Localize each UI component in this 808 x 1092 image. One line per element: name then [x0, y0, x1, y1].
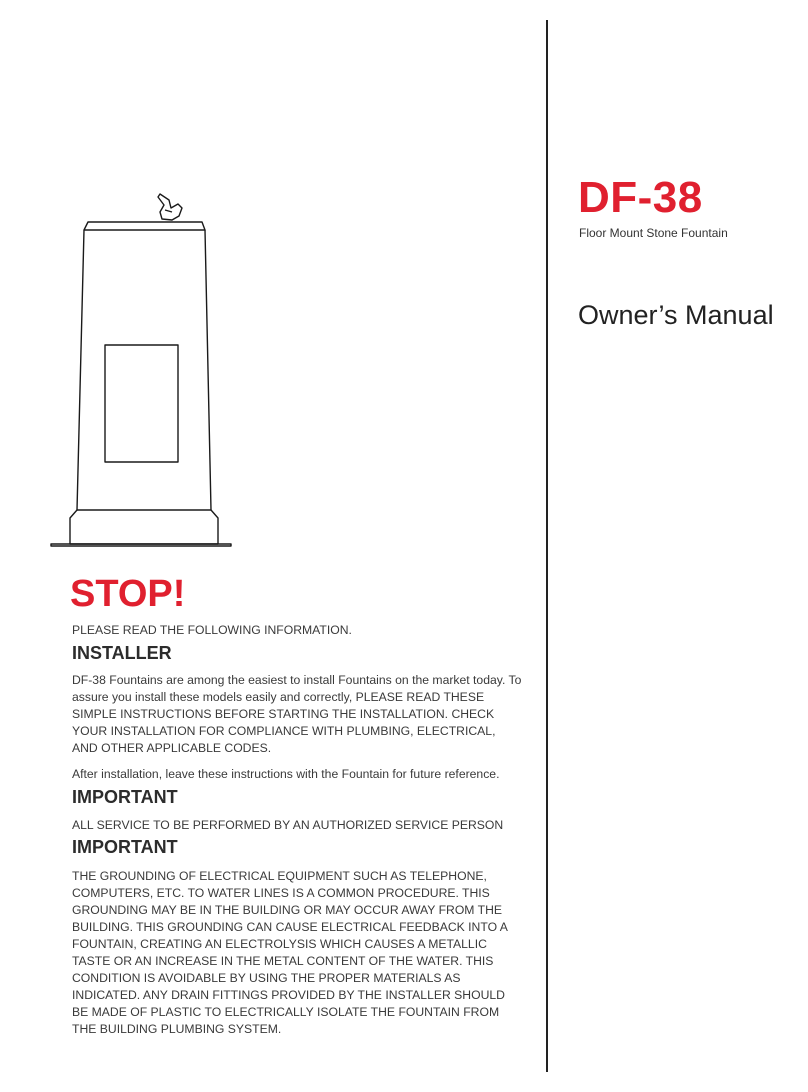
- drinking-fountain-icon: [48, 188, 238, 552]
- installer-heading: INSTALLER: [72, 643, 172, 663]
- after-installation-paragraph: After installation, leave these instructions with the Fountain for future reference.: [72, 767, 500, 781]
- grounding-paragraph: THE GROUNDING OF ELECTRICAL EQUIPMENT SUCH AS TELEPHONE, COMPUTERS, ETC. TO WATER LINES IS A COMMON PROCEDURE. THIS GROUNDING MAY BE IN THE BUILDING OR MAY OCCUR AWAY FROM THE BUILDING. THIS GROUNDING CAN CAUSE ELECTRICAL FEEDBACK INTO A FOUNTAIN, CREATING AN ELECTROLYSIS WHICH CAUSES A METALLIC TASTE OR AN INCREASE IN THE METAL CONTENT OF THE WATER. THIS CONDITION IS AVOIDABLE BY USING THE PROPER MATERIALS AS INDICATED. ANY DRAIN FITTINGS PROVIDED BY THE INSTALLER SHOULD BE MADE OF PLASTIC TO ELECTRICALLY ISOLATE THE FOUNTAIN FROM THE BUILDING PLUMBING SYSTEM.: [72, 869, 508, 1036]
- important-heading-1: IMPORTANT: [72, 787, 178, 807]
- installer-paragraph: DF-38 Fountains are among the easiest to install Fountains on the market today. To assure you install these models easily and correctly, PLEASE READ THESE SIMPLE INSTRUCTIONS BEFORE STARTING THE INSTALLATION. CHECK YOUR INSTALLATION FOR COMPLIANCE WITH PLUMBING, ELECTRICAL, AND OTHER APPLICABLE CODES.: [72, 673, 522, 755]
- service-paragraph: ALL SERVICE TO BE PERFORMED BY AN AUTHORIZED SERVICE PERSON: [72, 818, 504, 832]
- stop-heading: STOP!: [70, 573, 186, 615]
- instructions-body: [72, 622, 522, 1038]
- vertical-divider: [546, 20, 548, 1072]
- product-subtitle: Floor Mount Stone Fountain: [579, 226, 728, 240]
- model-number: DF-38: [578, 173, 703, 222]
- lead-notice: PLEASE READ THE FOLLOWING INFORMATION.: [72, 623, 352, 637]
- manual-title: Owner’s Manual: [578, 300, 774, 330]
- important-heading-2: IMPORTANT: [72, 837, 178, 857]
